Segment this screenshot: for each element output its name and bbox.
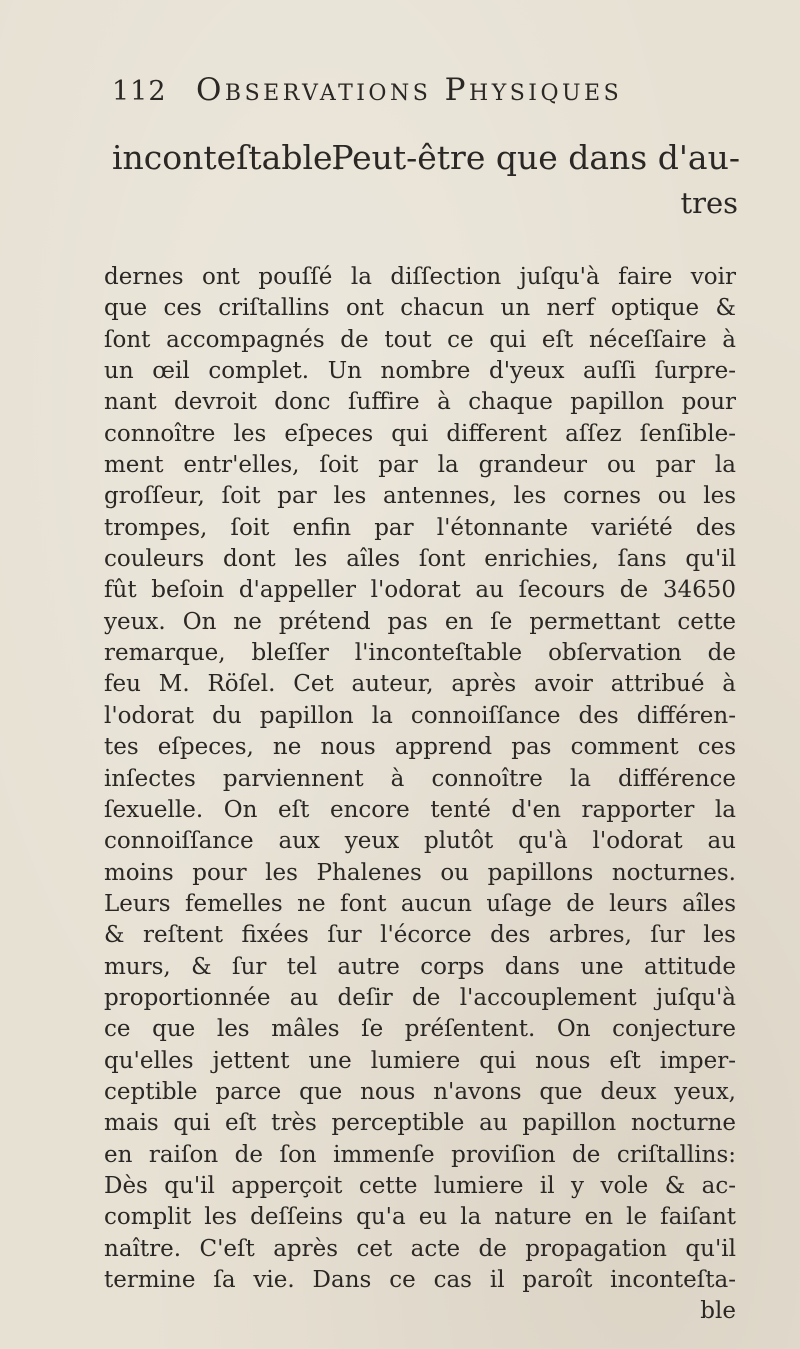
text-line: ce que les mâles ſe préſentent. On conjecture: [104, 1016, 736, 1043]
text-line: ment entr'elles, ſoit par la grandeur ou par la: [104, 452, 736, 479]
running-head: [112, 72, 702, 112]
text-line: ſont accompagnés de tout ce qui eſt néceſſaire à: [104, 326, 736, 353]
text-line: un œil complet. Un nombre d'yeux auſſi ſurpre-: [104, 358, 736, 385]
text-line: groſſeur, ſoit par les antennes, les cornes ou les: [104, 483, 736, 510]
text-line: murs, & ſur tel autre corps dans une attitude: [104, 953, 736, 980]
text-line: couleurs dont les aîles ſont enrichies, ſans qu'il: [104, 546, 736, 573]
text-line: complit les deſſeins qu'a eu la nature en le faiſant: [104, 1204, 736, 1231]
text-line: tes eſpeces, ne nous apprend pas comment ces: [104, 734, 736, 761]
text-line: ble: [700, 1298, 736, 1325]
text-line: trompes, ſoit enfin par l'étonnante variété des: [104, 514, 736, 541]
text-line: feu M. Röſel. Cet auteur, après avoir attribué à: [104, 671, 736, 698]
text-line: ceptible parce que nous n'avons que deux yeux,: [104, 1078, 736, 1105]
text-line: ſexuelle. On eſt encore tenté d'en rapporter la: [104, 796, 736, 823]
text-line: fût beſoin d'appeller l'odorat au ſecours de 34650: [104, 577, 736, 604]
page-number: 112: [112, 76, 167, 107]
text-line: moins pour les Phalenes ou papillons nocturnes.: [104, 859, 736, 886]
text-line: proportionnée au deſir de l'accouplement juſqu'à: [104, 984, 736, 1011]
text-line: que ces criſtallins ont chacun un nerf optique &: [104, 295, 736, 322]
text-line: l'odorat du papillon la connoiſſance des différen-: [104, 702, 736, 729]
text-line: connoître les eſpeces qui different aſſez ſenſible-: [104, 420, 736, 447]
text-line: remarque, bleſſer l'inconteſtable obſervation de: [104, 640, 736, 667]
text-line: & reſtent fixées ſur l'écorce des arbres, ſur les: [104, 922, 736, 949]
text-line: termine ſa vie. Dans ce cas il paroît inconteſta-: [104, 1267, 736, 1293]
lead-line: [112, 138, 740, 177]
text-line: connoiſſance aux yeux plutôt qu'à l'odorat au: [104, 828, 736, 855]
running-title: Observations Physiques: [196, 72, 623, 108]
text-line: naître. C'eſt après cet acte de propagation qu'il: [104, 1235, 736, 1262]
text-line: Leurs femelles ne font aucun uſage de leurs aîles: [104, 890, 736, 917]
text-line: nant devroit donc ſuffire à chaque papillon pour: [104, 389, 736, 416]
text-line: mais qui eſt très perceptible au papillon nocturne: [104, 1110, 736, 1137]
text-line: inſectes parviennent à connoître la différence: [104, 765, 736, 792]
lead-line-continuation: tres: [680, 186, 738, 220]
text-line: qu'elles jettent une lumiere qui nous eſt imper-: [104, 1047, 736, 1074]
text-line: en raiſon de ſon immenſe proviſion de criſtallins:: [104, 1141, 736, 1168]
lead-line-right: Peut-être que dans d'au-: [331, 138, 740, 177]
body-text: [104, 262, 736, 1328]
text-line: yeux. On ne prétend pas en ſe permettant cette: [104, 608, 736, 635]
lead-line-left: inconteſtable.: [112, 138, 344, 177]
text-line: Dès qu'il apperçoit cette lumiere il y vole & ac-: [104, 1172, 736, 1199]
text-line: dernes ont pouſſé la diſſection juſqu'à faire voir: [104, 264, 736, 290]
